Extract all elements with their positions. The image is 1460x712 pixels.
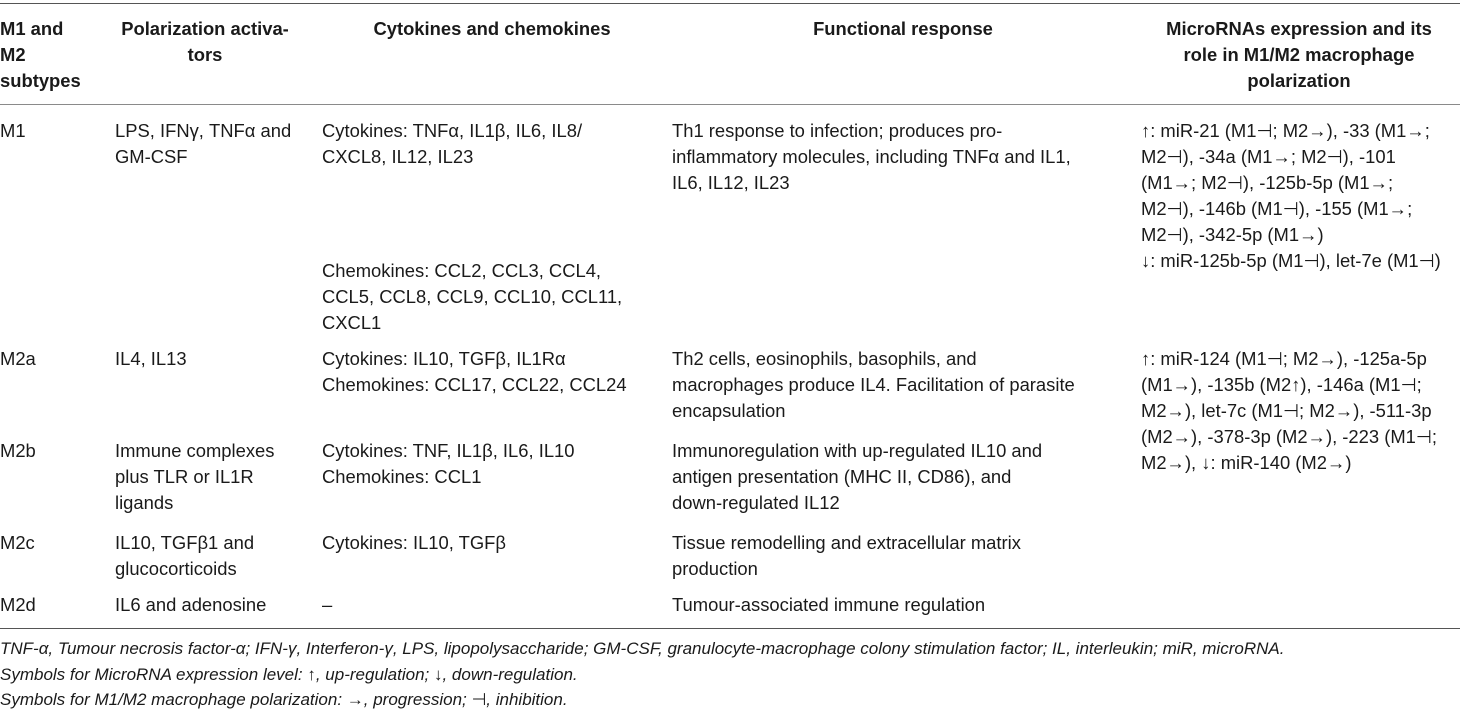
- row-response: Immunoregulation with up-regulated IL10 and antigen presentation (MHC II, CD86), and down-regulated IL12: [672, 440, 1043, 513]
- header-response: Functional response: [813, 18, 993, 39]
- row-response: Th1 response to infection; produces pro- inflammatory molecules, including TNFα and IL1, IL6, IL12, IL23: [672, 120, 1071, 193]
- row-subtype: M2a: [0, 348, 36, 369]
- row-subtype: M2c: [0, 532, 35, 553]
- row-subtype: M2d: [0, 594, 36, 615]
- row-cytokines: Cytokines: TNFα, IL1β, IL6, IL8/ CXCL8, IL12, IL23: [322, 120, 583, 167]
- header-micrornas: MicroRNAs expression and its role in M1/M2 macrophage polarization: [1166, 18, 1432, 91]
- row-response: Tumour-associated immune regulation: [672, 594, 986, 615]
- footnote-abbreviations: TNF-α, Tumour necrosis factor-α; IFN-γ, Interferon-γ, LPS, lipopolysaccharide; GM-CSF, granulocyte-macrophage colony stimulation factor; IL, interleukin; miR, microRNA.: [0, 639, 1285, 658]
- row-subtype: M1: [0, 120, 26, 141]
- row-activators: Immune complexes plus TLR or IL1R ligands: [115, 440, 275, 513]
- footnote-polarization-symbols: Symbols for M1/M2 macrophage polarization: →, progression; ⊣, inhibition.: [0, 690, 568, 709]
- header-bottom-rule: [0, 104, 1460, 105]
- row-activators: LPS, IFNγ, TNFα and GM-CSF: [115, 120, 292, 167]
- table-bottom-rule: [0, 628, 1460, 629]
- footnote-expression-symbols: Symbols for MicroRNA expression level: ↑, up-regulation; ↓, down-regulation.: [0, 665, 578, 684]
- row-cytokines: Cytokines: IL10, TGFβ, IL1Rα Chemokines: CCL17, CCL22, CCL24: [322, 348, 627, 395]
- row-chemokines: Chemokines: CCL2, CCL3, CCL4, CCL5, CCL8, CCL9, CCL10, CCL11, CXCL1: [322, 260, 623, 333]
- row-response: Tissue remodelling and extracellular matrix production: [672, 532, 1021, 579]
- row-activators: IL10, TGFβ1 and glucocorticoids: [115, 532, 255, 579]
- row-cytokines: Cytokines: IL10, TGFβ: [322, 532, 506, 553]
- row-mirna: ↑: miR-124 (M1⊣; M2→), -125a-5p (M1→), -135b (M2↑), -146a (M1⊣; M2→), let-7c (M1⊣; M2→), -511-3p (M2→), -378-3p (M2→), -223 (M1⊣; M2→), ↓: miR-140 (M2→): [1141, 348, 1438, 473]
- row-activators: IL4, IL13: [115, 348, 187, 369]
- row-cytokines: Cytokines: TNF, IL1β, IL6, IL10 Chemokines: CCL1: [322, 440, 575, 487]
- row-cytokines: –: [322, 594, 333, 615]
- row-subtype: M2b: [0, 440, 36, 461]
- header-subtypes: M1 and M2 subtypes: [0, 18, 81, 91]
- row-response: Th2 cells, eosinophils, basophils, and macrophages produce IL4. Facilitation of parasite encapsulation: [672, 348, 1075, 421]
- header-cytokines: Cytokines and chemokines: [373, 18, 611, 39]
- table-top-rule: [0, 3, 1460, 4]
- header-activators: Polarization activa- tors: [121, 18, 289, 65]
- row-mirna: ↑: miR-21 (M1⊣; M2→), -33 (M1→; M2⊣), -34a (M1→; M2⊣), -101 (M1→; M2⊣), -125b-5p (M1→; M2⊣), -146b (M1⊣), -155 (M1→; M2⊣), -342-5p (M1→) ↓: miR-125b-5p (M1⊣), let-7e (M1⊣): [1141, 120, 1441, 271]
- row-activators: IL6 and adenosine: [115, 594, 267, 615]
